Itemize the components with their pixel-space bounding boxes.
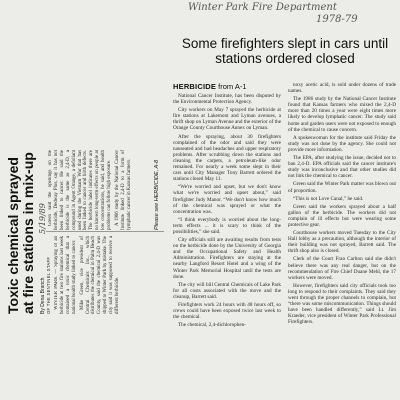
column2-paragraph: The EPA, after studying the issue, decided not to ban 2,4-D. EPA officials said the cancer institute's study was inconclusive and that other studies did not link the chemical to cancer. bbox=[288, 155, 396, 180]
clipping-paragraph: Green said the openings on the herbicide, Dedway Plus, say it has not been linked to cancer. He said the herbicide is the same as 2,4-D, a compound in Agent Orange, a defoliant used during the Vietnam War that has been linked to cancer and birth defects. The herbicide label indicates there are no known long-term effects on people at low concentrations, he said, and health problems can follow high exposure. bbox=[48, 150, 113, 230]
byline-staff: OF THE SENTINEL STAFF bbox=[46, 256, 51, 314]
column2-paragraph: The 1986 study by the National Cancer Institute found that Kansas farmers who mixed the 2,4-D more than 20 times a year were eight times more likely to develop lymphatic cancer. The study said home and garden users were not exposed to enough of the chemical to cause concern. bbox=[288, 96, 396, 133]
column1-paragraph: The city will bill Central Chemicals of Lake Park for all costs associated with the move and the cleanup, Barrett said. bbox=[173, 281, 281, 300]
rotated-clipping bbox=[2, 146, 170, 318]
main-headline: Some firefighters slept in cars until stations ordered closed bbox=[181, 36, 389, 66]
clipping-paragraph: Mike Green, vice president of Central Chemicals Inc., which distributes the chemical in Palm Beach County, said the chemical 2,4-D was shipped to Winter Park by mistake. The city said it was supposed to receive a different herbicide. bbox=[79, 236, 121, 314]
column1-paragraph: National Cancer Institute, has been disputed by the Environmental Protection Agency. bbox=[173, 93, 281, 106]
article-column-2 bbox=[288, 82, 396, 400]
column1-paragraph: “We're worried and upset, but we don't know what we're worried and upset about,” said firefighter Judy Manor. “We don't know how much of the chemical was sprayed or what the concentration was. bbox=[173, 184, 281, 215]
column2-paragraph: “This is not Love Canal,” he said. bbox=[293, 195, 364, 202]
column2-paragraph: However, firefighters said city officials took too long to respond to their complaints. They said they went through the proper channels to complain, but “there was some miscommunication. Things should have been handled differently,” said Lt. Jim Kraeder, vice president of Winter Park Professional Firefighters. bbox=[288, 282, 396, 326]
column1-paragraph: City workers on May 7 sprayed the herbicide at fire stations at Lakemont and Lyman avenues, a thrift shop on Lyman Avenue and the exterior of the Orange County Courthouse Annex on Lyman. bbox=[173, 107, 281, 132]
column1-paragraph: The chemical, 2,4-dichlorophen- bbox=[178, 322, 246, 329]
column1-paragraph: Firefighters work 24 hours with 48 hours off, so crews could have been exposed twice last week to the chemical. bbox=[173, 302, 281, 321]
column2-paragraph: Green said the Winter Park matter was blown out of proportion. bbox=[288, 181, 396, 194]
clipping-continued-note: Please see HERBICIDE, A-8 bbox=[154, 159, 160, 230]
column2-paragraph: noxy acetic acid, is sold under dozens of trade names. bbox=[288, 82, 396, 95]
column1-paragraph: “I think everybody is worried about the long-term effects ... it is scary to think of the possibilities,” she said. bbox=[173, 216, 281, 235]
clipping-column-1 bbox=[54, 236, 164, 314]
byline-name: By Dena Branch bbox=[40, 277, 46, 314]
article-column-1 bbox=[173, 82, 281, 400]
continuation-source: from A-1 bbox=[218, 82, 247, 91]
handwritten-annotation bbox=[188, 2, 388, 28]
handwritten-date: 5/19/89 bbox=[38, 203, 47, 234]
column2-paragraph: Courthouse workers moved Tuesday to the City Hall lobby as a precaution, although the interior of their building was not sprayed, Barrett said. The thrift shop also is closed. bbox=[288, 230, 396, 255]
clipping-column-2 bbox=[48, 150, 152, 230]
clipping-paragraph: WINTER PARK — Spraying of an herbicide at two fire stations last week contained a toxic chemical that a national health study linked to cancer. bbox=[54, 236, 77, 314]
column2-paragraph: A spokeswoman for the institute said Friday the study was not done by the agency. She could not provide more information. bbox=[288, 134, 396, 153]
column1-paragraph: After the spraying, about 30 firefighters complained of the odor and said they were nauseated and had headaches and upper respiratory problems. After scrubbing down the stations and cleaning the carpets, a petroleum-like odor remained. For nearly a week some slept in their cars until City Manager Tony Barrett ordered the stations closed May 11. bbox=[173, 133, 281, 183]
clipping-paragraph: A 1986 study by the National Cancer Institute linked 2,4-D to a form of lymphatic cancer in Kansas farmers. bbox=[114, 150, 132, 230]
continuation-header bbox=[173, 82, 281, 91]
column2-paragraph: Clerk of the Court Fran Carlton said she didn't believe there was any real danger, but on the recommendation of Fire Chief Duane Mehl, the 17 workers were moved. bbox=[288, 256, 396, 281]
column1-paragraph: City officials still are awaiting results from tests on the herbicide done by the University of Georgia and the Occupational Safety and Health Administration. Firefighters are staying at the nearby Langford Resort Hotel and a wing of the Winter Park Memorial Hospital until the tests are done. bbox=[173, 237, 281, 280]
column2-paragraph: Green said the workers sprayed about a half gallon of the herbicide. The workers did not complain of ill effects but were wearing some protective gear. bbox=[288, 203, 396, 228]
continuation-keyword: HERBICIDE bbox=[173, 82, 217, 91]
clipping-headline: Toxic chemical sprayed at fire stations in mix-up bbox=[5, 152, 36, 314]
column-divider bbox=[46, 232, 164, 233]
handwritten-line-2: 1978-79 bbox=[316, 14, 358, 25]
rotated-clipping-content bbox=[2, 146, 170, 318]
handwritten-line-1: Winter Park Fire Department bbox=[188, 2, 337, 13]
clipping-byline bbox=[40, 236, 52, 314]
